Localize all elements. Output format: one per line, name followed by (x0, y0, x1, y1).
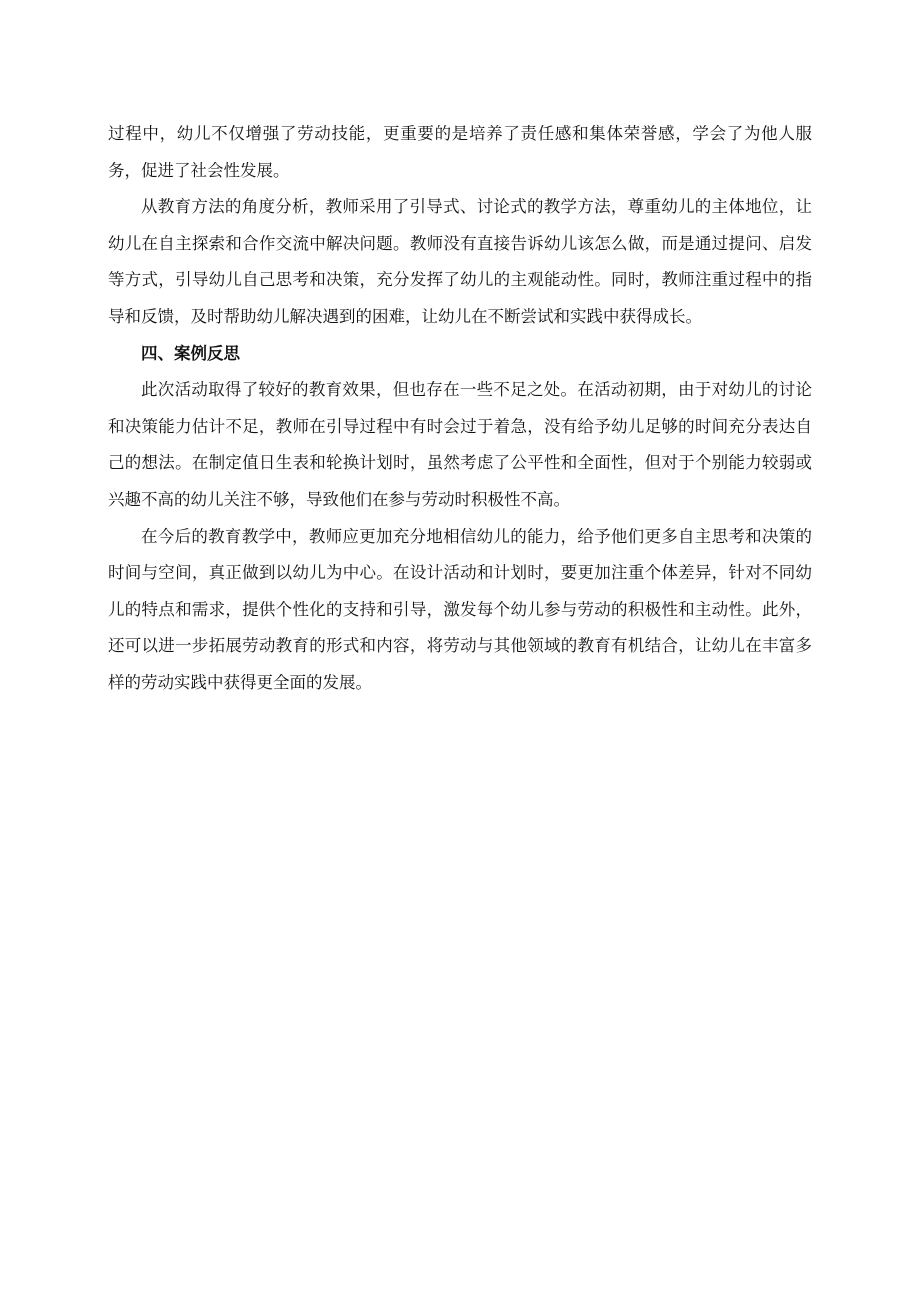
paragraph-continued: 过程中，幼儿不仅增强了劳动技能，更重要的是培养了责任感和集体荣誉感，学会了为他人服务，促进了社会性发展。 (108, 124, 812, 180)
paragraph-education-method: 从教育方法的角度分析，教师采用了引导式、讨论式的教学方法，尊重幼儿的主体地位，让幼儿在自主探索和合作交流中解决问题。教师没有直接告诉幼儿该怎么做，而是通过提问、启发等方式，引导幼儿自己思考和决策，充分发挥了幼儿的主观能动性。同时，教师注重过程中的指导和反馈，及时帮助幼儿解决遇到的困难，让幼儿在不断尝试和实践中获得成长。 (108, 197, 812, 326)
document-body (108, 116, 812, 702)
section-heading-reflection: 四、案例反思 (141, 343, 240, 363)
paragraph-reflection-improvements: 在今后的教育教学中，教师应更加充分地相信幼儿的能力，给予他们更多自主思考和决策的时间与空间，真正做到以幼儿为中心。在设计活动和计划时，要更加注重个体差异，针对不同幼儿的特点和需求，提供个性化的支持和引导，激发每个幼儿参与劳动的积极性和主动性。此外，还可以进一步拓展劳动教育的形式和内容，将劳动与其他领域的教育有机结合，让幼儿在丰富多样的劳动实践中获得更全面的发展。 (108, 526, 812, 692)
paragraph-reflection-shortcomings: 此次活动取得了较好的教育效果，但也存在一些不足之处。在活动初期，由于对幼儿的讨论和决策能力估计不足，教师在引导过程中有时会过于着急，没有给予幼儿足够的时间充分表达自己的想法。在制定值日生表和轮换计划时，虽然考虑了公平性和全面性，但对于个别能力较弱或兴趣不高的幼儿关注不够，导致他们在参与劳动时积极性不高。 (108, 380, 812, 509)
